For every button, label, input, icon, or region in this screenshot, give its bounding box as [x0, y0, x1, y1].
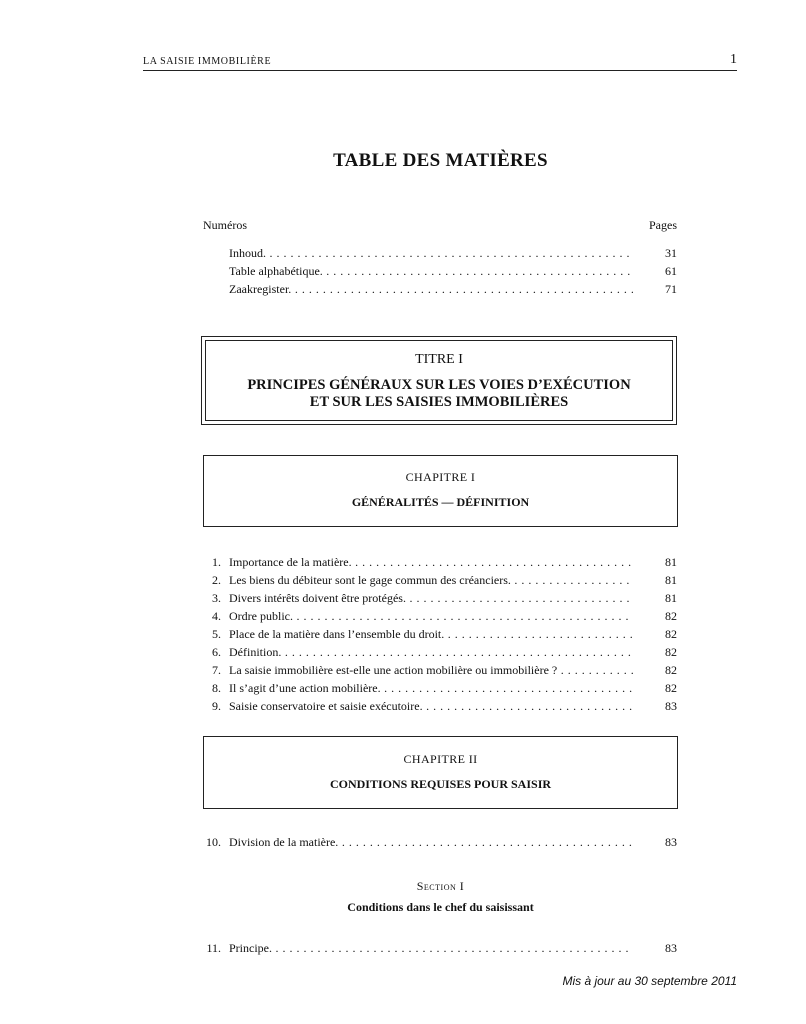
section-1-label: Section I — [416, 879, 465, 893]
toc-entry[interactable] — [203, 262, 677, 280]
toc-entry[interactable] — [203, 625, 677, 643]
toc-entry[interactable] — [203, 571, 677, 589]
toc-entry[interactable] — [203, 679, 677, 697]
titre-heading-line-1: PRINCIPES GÉNÉRAUX SUR LES VOIES D’EXÉCUTION — [247, 377, 631, 393]
entry-page: 82 — [665, 627, 677, 641]
section-1-heading: Conditions dans le chef du saisissant — [347, 900, 534, 914]
entry-text: Saisie conservatoire et saisie exécutoire. . . . — [229, 697, 633, 715]
titre-label: TITRE I — [415, 352, 463, 367]
chapter-1-box — [203, 455, 678, 527]
entry-text: Zaakregister. . . . — [229, 280, 633, 298]
entry-number: 11. — [206, 941, 221, 955]
entry-number: 3. — [212, 591, 221, 605]
entry-number: 7. — [212, 663, 221, 677]
toc-entry[interactable] — [203, 244, 677, 262]
chapter-2-label: CHAPITRE II — [403, 752, 478, 766]
toc-entry[interactable] — [203, 280, 677, 298]
entry-text: Inhoud. . . . — [229, 244, 633, 262]
chapter-1-label: CHAPITRE I — [405, 470, 476, 484]
numbers-column-header: Numéros — [203, 218, 247, 232]
entry-page: 83 — [665, 941, 677, 955]
toc-entry[interactable] — [203, 833, 677, 851]
chapter-1-entries — [203, 553, 677, 715]
toc-entry[interactable] — [203, 589, 677, 607]
entry-text: La saisie immobilière est-elle une action mobilière ou immobilière ? . . . — [229, 661, 633, 679]
entry-page: 81 — [665, 555, 677, 569]
footer-update-note: Mis à jour au 30 septembre 2011 — [562, 974, 737, 988]
entry-page: 31 — [665, 246, 677, 260]
entry-page: 82 — [665, 645, 677, 659]
entry-page: 61 — [665, 264, 677, 278]
entry-page: 82 — [665, 609, 677, 623]
toc-entry[interactable] — [203, 553, 677, 571]
running-header: LA SAISIE IMMOBILIÈRE — [143, 56, 272, 67]
header-rule — [143, 70, 737, 71]
pages-column-header: Pages — [649, 218, 677, 232]
entry-text: Division de la matière. . . . — [229, 833, 633, 851]
entry-text: Importance de la matière. . . . — [229, 553, 633, 571]
entry-number: 2. — [212, 573, 221, 587]
entry-text: Ordre public. . . . — [229, 607, 633, 625]
entry-text: Les biens du débiteur sont le gage commun des créanciers. . . . — [229, 571, 633, 589]
entry-text: Principe. . . . — [229, 939, 633, 957]
entry-number: 4. — [212, 609, 221, 623]
entry-page: 83 — [665, 835, 677, 849]
entry-number: 1. — [212, 555, 221, 569]
entry-number: 6. — [212, 645, 221, 659]
titre-heading-line-2: ET SUR LES SAISIES IMMOBILIÈRES — [309, 394, 569, 410]
titre-inner-frame — [205, 340, 673, 421]
entry-text: Table alphabétique. . . . — [229, 262, 633, 280]
titre-box — [201, 336, 677, 425]
entry-page: 71 — [665, 282, 677, 296]
entry-page: 81 — [665, 573, 677, 587]
front-entries-list — [203, 244, 677, 298]
entry-page: 82 — [665, 663, 677, 677]
page-number: 1 — [730, 52, 737, 67]
entry-number: 5. — [212, 627, 221, 641]
entry-page: 83 — [665, 699, 677, 713]
chapter-2-box — [203, 736, 678, 809]
toc-entry[interactable] — [203, 643, 677, 661]
chapter-2-entries — [203, 833, 677, 851]
entry-number: 10. — [206, 835, 221, 849]
entry-page: 81 — [665, 591, 677, 605]
entry-text: Divers intérêts doivent être protégés. . . . — [229, 589, 633, 607]
toc-entry[interactable] — [203, 607, 677, 625]
entry-text: Définition. . . . — [229, 643, 633, 661]
section-1-entries — [203, 939, 677, 957]
entry-number: 8. — [212, 681, 221, 695]
toc-entry[interactable] — [203, 939, 677, 957]
entry-text: Il s’agit d’une action mobilière. . . . — [229, 679, 633, 697]
entry-page: 82 — [665, 681, 677, 695]
chapter-1-heading: GÉNÉRALITÉS — DÉFINITION — [351, 495, 530, 509]
chapter-2-heading: CONDITIONS REQUISES POUR SAISIR — [329, 777, 552, 791]
toc-entry[interactable] — [203, 661, 677, 679]
entry-text: Place de la matière dans l’ensemble du droit. . . . — [229, 625, 633, 643]
page-title: TABLE DES MATIÈRES — [333, 150, 548, 171]
toc-entry[interactable] — [203, 697, 677, 715]
entry-number: 9. — [212, 699, 221, 713]
